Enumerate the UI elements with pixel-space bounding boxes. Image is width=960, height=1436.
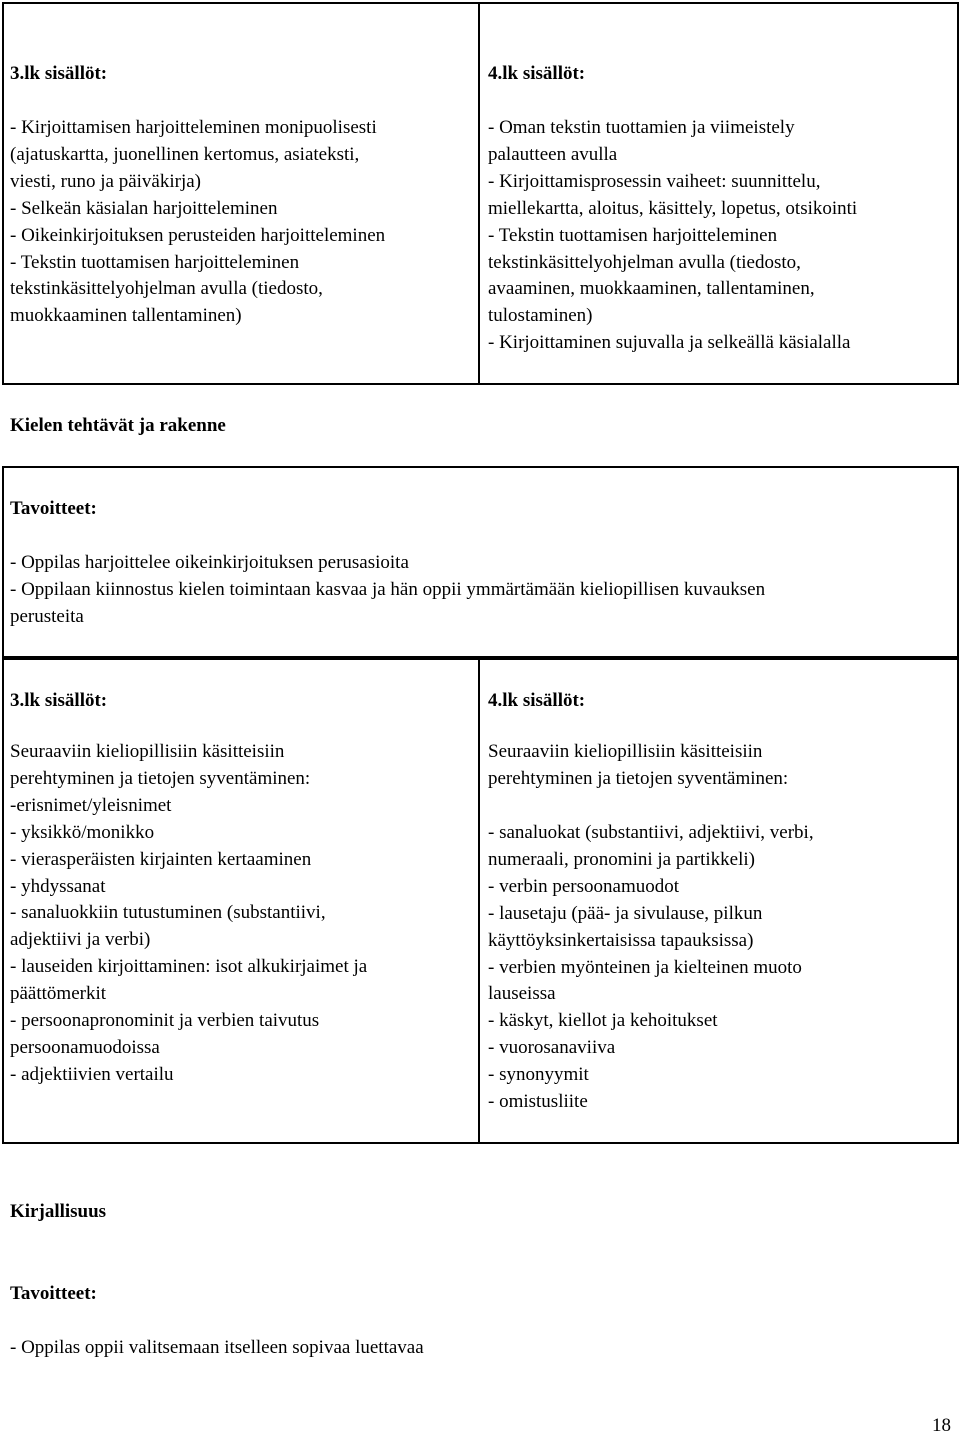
goal-line: - Oppilas oppii valitsemaan itselleen sopivaa luettavaa bbox=[10, 1337, 424, 1358]
section-title-language: Kielen tehtävät ja rakenne bbox=[10, 415, 226, 436]
content-line: tekstinkäsittelyohjelman avulla (tiedosto, bbox=[488, 251, 801, 273]
col4-content bbox=[488, 820, 814, 1116]
col4-content bbox=[488, 115, 857, 357]
goals-content bbox=[10, 1335, 424, 1362]
content-line: muokkaaminen tallentaminen) bbox=[10, 305, 242, 327]
page-number: 18 bbox=[932, 1415, 951, 1436]
content-line: adjektiivi ja verbi) bbox=[10, 929, 151, 951]
content-line: tulostaminen) bbox=[488, 305, 593, 327]
content-line: - Tekstin tuottamisen harjoitteleminen bbox=[488, 224, 778, 246]
col4-heading: 4.lk sisällöt: bbox=[488, 690, 586, 711]
content-line: - yksikkö/monikko bbox=[10, 821, 155, 843]
intro-line: Seuraaviin kieliopillisiin käsitteisiin bbox=[488, 741, 763, 762]
goals-heading: Tavoitteet: bbox=[10, 498, 97, 519]
col3-content bbox=[10, 115, 385, 330]
content-line: - sanaluokat (substantiivi, adjektiivi, verbi, bbox=[488, 822, 814, 843]
content-line: perehtyminen ja tietojen syventäminen: bbox=[10, 767, 311, 789]
content-line: - vuorosanaviiva bbox=[488, 1037, 616, 1059]
content-line: - Kirjoittamisprosessin vaiheet: suunnittelu, bbox=[488, 170, 821, 192]
col4-intro bbox=[488, 739, 788, 793]
content-line: - Kirjoittaminen sujuvalla ja selkeällä käsialalla bbox=[488, 332, 851, 354]
goal-line: - Oppilaan kiinnostus kielen toimintaan kasvaa ja hän oppii ymmärtämään kieliopillisen kuvauksen bbox=[10, 578, 766, 600]
content-line: numeraali, pronomini ja partikkeli) bbox=[488, 848, 755, 870]
content-line: - Selkeän käsialan harjoitteleminen bbox=[10, 197, 278, 219]
content-line: käyttöyksinkertaisissa tapauksissa) bbox=[488, 929, 754, 951]
content-line: - persoonapronominit ja verbien taivutus bbox=[10, 1010, 320, 1032]
content-line: avaaminen, muokkaaminen, tallentaminen, bbox=[488, 278, 815, 300]
col3-heading: 3.lk sisällöt: bbox=[10, 63, 108, 84]
section-title-literature: Kirjallisuus bbox=[10, 1201, 107, 1222]
content-line: - sanaluokkiin tutustuminen (substantiivi, bbox=[10, 902, 326, 924]
content-line: viesti, runo ja päiväkirja) bbox=[10, 170, 201, 192]
content-line: tekstinkäsittelyohjelman avulla (tiedosto, bbox=[10, 278, 323, 300]
intro-line: perehtyminen ja tietojen syventäminen: bbox=[488, 767, 789, 789]
content-line: - adjektiivien vertailu bbox=[10, 1063, 174, 1085]
content-line: - lauseiden kirjoittaminen: isot alkukirjaimet ja bbox=[10, 956, 368, 978]
content-line: - verbin persoonamuodot bbox=[488, 875, 680, 897]
content-line: - yhdyssanat bbox=[10, 875, 106, 897]
content-line: lauseissa bbox=[488, 983, 556, 1005]
content-line: - Oikeinkirjoituksen perusteiden harjoitteleminen bbox=[10, 224, 386, 246]
content-line: - käskyt, kiellot ja kehoitukset bbox=[488, 1010, 718, 1032]
content-line: - Kirjoittamisen harjoitteleminen monipuolisesti bbox=[10, 117, 377, 138]
goal-line: perusteita bbox=[10, 605, 84, 627]
goals-heading: Tavoitteet: bbox=[10, 1283, 97, 1304]
content-line: persoonamuodoissa bbox=[10, 1036, 160, 1058]
content-line: - omistusliite bbox=[488, 1091, 588, 1113]
table-divider bbox=[478, 2, 480, 385]
content-line: (ajatuskartta, juonellinen kertomus, asiateksti, bbox=[10, 143, 360, 165]
content-line: Seuraaviin kieliopillisiin käsitteisiin bbox=[10, 741, 285, 762]
content-line: -erisnimet/yleisnimet bbox=[10, 794, 172, 816]
content-line: - Tekstin tuottamisen harjoitteleminen bbox=[10, 251, 300, 273]
content-line: - vierasperäisten kirjainten kertaaminen bbox=[10, 848, 312, 870]
col3-content bbox=[10, 739, 367, 1089]
content-line: päättömerkit bbox=[10, 983, 107, 1005]
content-line: - lausetaju (pää- ja sivulause, pilkun bbox=[488, 902, 763, 924]
table-divider bbox=[478, 658, 480, 1144]
content-line: palautteen avulla bbox=[488, 143, 618, 165]
goals-content bbox=[10, 550, 765, 631]
content-line: - synonyymit bbox=[488, 1064, 589, 1086]
col4-heading: 4.lk sisällöt: bbox=[488, 63, 586, 84]
col3-heading: 3.lk sisällöt: bbox=[10, 690, 108, 711]
content-line: - Oman tekstin tuottamien ja viimeistely bbox=[488, 117, 795, 138]
content-line: - verbien myönteinen ja kielteinen muoto bbox=[488, 956, 802, 978]
content-line: miellekartta, aloitus, käsittely, lopetus, otsikointi bbox=[488, 197, 858, 219]
goal-line: - Oppilas harjoittelee oikeinkirjoituksen perusasioita bbox=[10, 552, 409, 573]
